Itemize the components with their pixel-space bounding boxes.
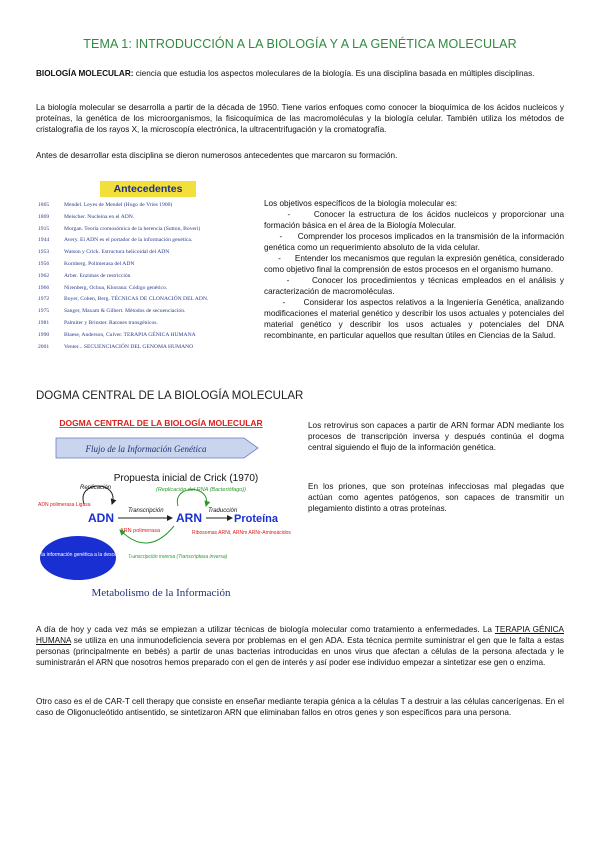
antecedente-text: Venter... SECUENCIACIÓN DEL GENOMA HUMANO — [64, 343, 194, 350]
dogma-heading: DOGMA CENTRAL DE LA BIOLOGÍA MOLECULAR — [36, 390, 304, 402]
objective-text: Considerar los aspectos relativos a la Ingeniería Genética, analizando modificaciones el material genético y describir los usos actuales y potenciales del material genético y describir los usos actuales y potenciales del DNA recombinante, en particular aquellos que resultan útiles en Ciencias de la Salud. — [264, 298, 564, 340]
adn-side-label: ADN polimerasa Ligasa — [38, 502, 91, 508]
arn-label: ARN — [176, 511, 202, 525]
objective-item — [264, 231, 564, 253]
antecedente-row — [38, 226, 258, 233]
antecedente-row — [38, 249, 258, 256]
antecedente-year: 1966 — [38, 284, 50, 291]
objective-item — [264, 253, 564, 275]
antecedente-text: Boyer, Cohen, Berg. TÉCNICAS DE CLONACIÓN DEL ADN. — [64, 296, 209, 303]
antecedente-row — [38, 214, 258, 221]
antecedente-text: Kornberg. Polimerasa del ADN — [64, 261, 135, 267]
intro-paragraph: La biología molecular se desarrolla a partir de la década de 1950. Tiene varios enfoques como conocer la bioquímica de los ácidos nucleicos y proteínas, la genética de los microorganismos, la fisicoquímica de las macromoléculas y la biología celular. También utiliza los métodos de cristalografía de los rayos X, la microscopía electrónica, la ultracentrifugación y la cromatografía. — [36, 103, 564, 134]
page-title: TEMA 1: INTRODUCCIÓN A LA BIOLOGÍA Y A LA GENÉTICA MOLECULAR — [83, 37, 517, 51]
term-definition: ciencia que estudia los aspectos moleculares de la biología. Es una disciplina basada en múltiples disciplinas. — [133, 69, 535, 78]
traduccion-label: Traducción — [208, 508, 238, 514]
antecedente-row — [38, 261, 258, 268]
terapia-paragraph — [36, 624, 564, 668]
objectives-block — [264, 198, 564, 341]
inversa-label: Transcripción inversa (Transcriptasa inversa) — [128, 554, 228, 560]
antecedente-year: 1990 — [38, 331, 50, 338]
proteina-label: Proteína — [234, 513, 279, 525]
objective-text: Entender los mecanismos que regulan la expresión genética, considerado como objetivo final la comprensión de estos procesos en el organismo humano. — [264, 254, 564, 274]
antecedente-text: Blaese, Anderson, Culver. TERAPIA GÉNICA HUMANA — [64, 331, 196, 338]
antecedente-text: Palmiter y Brinster. Ratones transgénicos. — [64, 320, 158, 326]
antecedente-text: Meischer. Nucleína en el ADN. — [64, 213, 135, 220]
antecedente-year: 1915 — [38, 225, 50, 232]
objective-text: Conocer los procedimientos y técnicas empleados en el análisis y caracterización de macromoléculas. — [264, 276, 564, 296]
objective-bullet: - — [264, 254, 295, 263]
antecedente-row — [38, 273, 258, 280]
diagram-header: DOGMA CENTRAL DE LA BIOLOGÍA MOLECULAR — [59, 418, 263, 428]
antecedente-row — [38, 296, 258, 303]
antecedente-row — [38, 237, 258, 244]
antecedente-year: 1944 — [38, 237, 50, 244]
transcripcion-label: Transcripción — [128, 508, 164, 514]
replicacion-arn-label: (Replicación del RNA (Bacteriófago)) — [156, 487, 246, 493]
terapia-text-b: se utiliza en una inmunodeficiencia severa por problemas en el gen ADA. Esta técnica permite suministrar el gen que le falta a estas personas (principalmente en bebés) a partir de unas bacterias introducidas en unos virus que afectan a células de la persona afectada y le suministrarán el ARN que nosotros hemos preparado con el gen de interés y así poder ese individuo empezar a sintetizar ese gen o enzima. — [36, 636, 564, 667]
terapia-text-a: A día de hoy y cada vez más se empiezan a utilizar técnicas de biología molecular como tratamiento a enfermedades. La — [36, 625, 495, 634]
crick-label: Propuesta inicial de Crick (1970) — [113, 473, 259, 484]
dogma-diagram-svg — [21, 410, 291, 606]
objectives-list — [264, 209, 564, 341]
antecedente-row — [38, 332, 258, 339]
rna-pol-label: ARN polimerasa — [120, 528, 161, 534]
replicacion-label: Replicación — [80, 485, 112, 491]
antecedente-text: Sanger, Maxam & Gilbert. Métodos de secuenciación. — [64, 308, 186, 315]
flow-label: Flujo de la Información Genética — [85, 444, 207, 454]
objective-item — [264, 297, 564, 341]
dogma-diagram — [21, 410, 291, 606]
antecedentes-intro: Antes de desarrollar esta disciplina se dieron numerosos antecedentes que marcaron su formación. — [36, 151, 398, 160]
objective-text: Comprender los procesos implicados en la transmisión de la información genética como un requerimiento absoluto de la vida celular. — [264, 232, 564, 252]
antecedente-text: Avery. El ADN es el portador de la información genética. — [64, 237, 193, 244]
antecedente-year: 1975 — [38, 308, 50, 315]
objective-bullet: - — [264, 276, 313, 285]
blue-blob-label: Paso de la información genética a la descendencia — [21, 552, 135, 558]
ribosomas-label: Ribosomas ARNt, ARNm ARNr-Aminoácidos — [192, 530, 291, 536]
antecedente-year: 1865 — [38, 202, 50, 208]
adn-label: ADN — [88, 511, 114, 525]
retrovirus-paragraph: Los retrovirus son capaces a partir de ARN formar ADN mediante los procesos de transcripción inversa y después continúa el dogma central siguiendo el flujo de la información genética. — [308, 421, 564, 452]
objective-bullet: - — [264, 232, 298, 241]
objective-item — [264, 209, 564, 231]
antecedente-text: Morgan. Teoría cromosómica de la herencia (Sutton, Boveri) — [64, 225, 201, 232]
antecedente-row — [38, 320, 258, 327]
term-label: BIOLOGÍA MOLECULAR: — [36, 69, 134, 78]
antecedente-year: 1972 — [38, 296, 50, 303]
antecedente-year: 1981 — [38, 320, 50, 326]
antecedente-year: 1869 — [38, 213, 50, 220]
antecedente-year: 1956 — [38, 261, 50, 267]
antecedente-text: Arber. Enzimas de restricción — [64, 272, 131, 279]
metabolismo-label: Metabolismo de la Información — [91, 587, 231, 599]
antecedente-text: Watson y Crick. Estructura helicoidal del ADN — [64, 249, 170, 256]
intro-definition — [36, 68, 564, 79]
objective-item — [264, 275, 564, 297]
priones-paragraph: En los priones, que son proteínas infecciosas mal plegadas que actúan como agentes patógenos, son capaces de transmitir un plegamiento distinto a otras proteínas. — [308, 482, 564, 513]
antecedentes-figure — [36, 178, 258, 366]
objective-bullet: - — [264, 210, 314, 219]
antecedente-text: Nirenberg, Ochoa, Khorana: Código genético. — [64, 284, 168, 291]
antecedente-row — [38, 344, 258, 351]
objective-text: Conocer la estructura de los ácidos nucleicos y proporcionar una formación básica en el área de la Biología Molecular. — [264, 210, 564, 230]
antecedente-year: 1953 — [38, 249, 50, 256]
objective-bullet: - — [264, 298, 304, 307]
inheritance-blob — [40, 536, 116, 580]
antecedente-row — [38, 285, 258, 292]
antecedente-year: 1962 — [38, 272, 50, 279]
objectives-intro: Los objetivos específicos de la biología molecular es: — [264, 199, 457, 208]
terapia-link: TERAPIA GÉNICA HUMANA — [36, 625, 565, 645]
antecedente-text: Mendel. Leyes de Mendel (Hugo de Vries 1900) — [64, 202, 173, 208]
antecedentes-title: Antecedentes — [100, 181, 196, 197]
car-t-paragraph: Otro caso es el de CAR-T cell therapy que consiste en enseñar mediante terapia génica a la células T a destruir a las células cancerígenas. En el caso de Oligonucleótido antisentido, se sintetizaron ARN que eliminaban fallos en otros genes y son específicos para una persona. — [36, 697, 564, 717]
antecedente-year: 2001 — [38, 343, 50, 350]
antecedente-row — [38, 308, 258, 315]
antecedente-row — [38, 202, 258, 209]
